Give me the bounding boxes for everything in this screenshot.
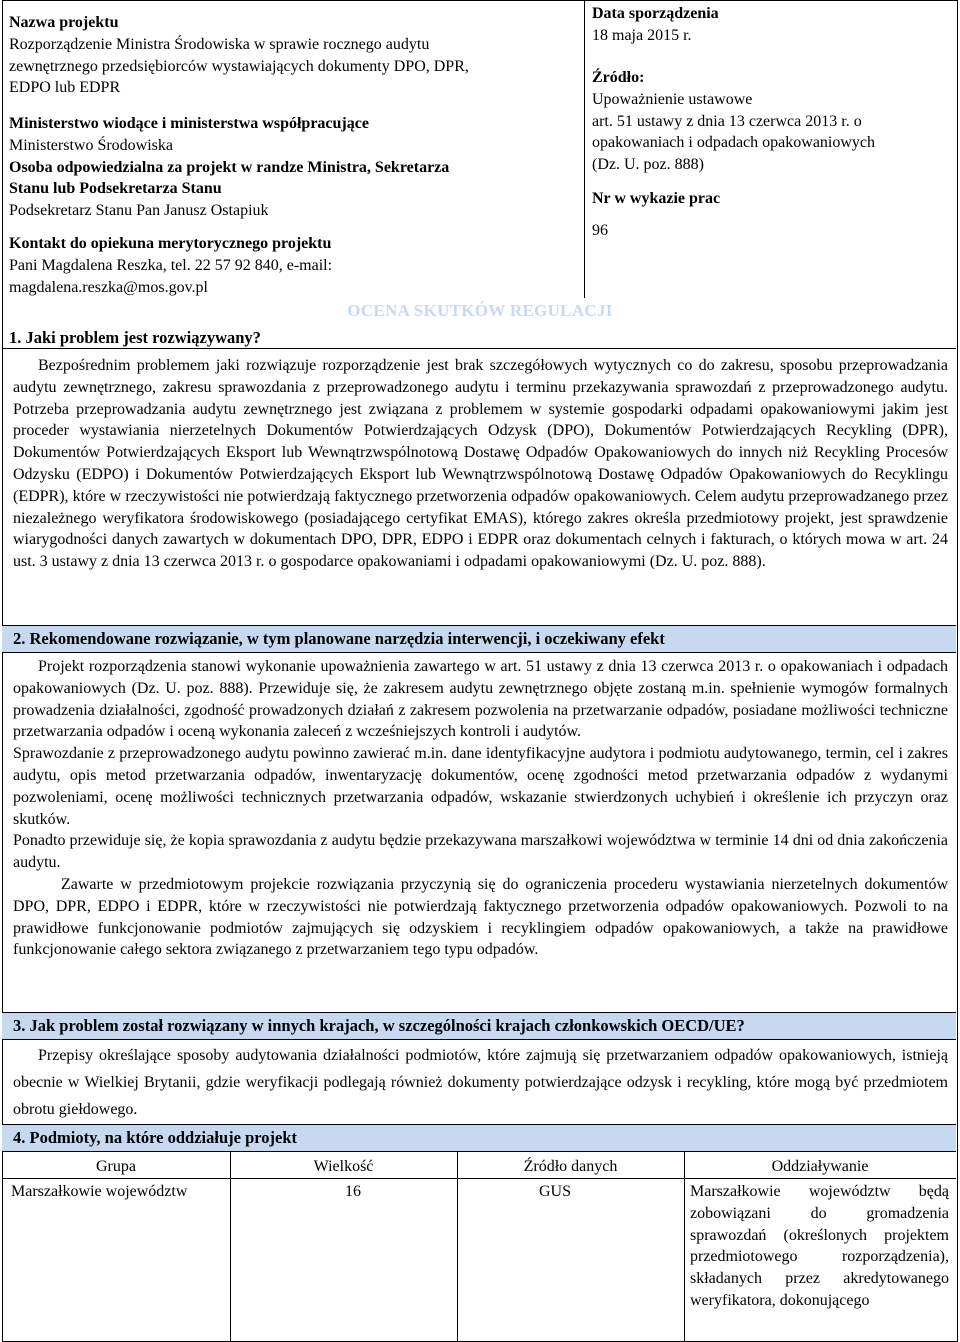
date-label: Data sporządzenia — [592, 5, 719, 22]
section-4-title: 4. Podmioty, na które oddziałuje projekt — [13, 1128, 298, 1147]
source-line-2: art. 51 ustawy z dnia 13 czerwca 2013 r. o — [592, 112, 862, 130]
responsible-value: Podsekretarz Stanu Pan Janusz Ostapiuk — [9, 202, 269, 220]
table-cell-size: 16 — [345, 1183, 361, 1200]
worklist-value: 96 — [592, 221, 608, 239]
header-divider — [584, 0, 585, 298]
contact-value-1: Pani Magdalena Reszka, tel. 22 57 92 840, e-mail: — [9, 256, 333, 274]
table-col-divider-2 — [457, 1152, 458, 1342]
project-name-label: Nazwa projektu — [9, 14, 119, 31]
section-2-paragraph-1: Projekt rozporządzenia stanowi wykonanie upoważnienia zawartego w art. 51 ustawy z dnia 13 czerwca 2013 r. o opakowaniach i odpadach opakowaniowych (Dz. U. poz. 888). Przewiduje się, że zakresem audytu zewnętrznego objęte zostaną m.in. spełnienie wymogów formalnych prowadzenia działalności, zgodność prowadzonych działań z zakresem pozwolenia na przetwarzanie odpadów, posiadane możliwości techniczne przetwarzania odpadów i oceną wykonania zaleceń z wcześniejszych kontroli i audytów. — [13, 658, 948, 741]
section-1-rule — [2, 348, 956, 349]
contact-block — [9, 233, 579, 298]
section-3-header — [2, 1012, 956, 1040]
section-2-title: 2. Rekomendowane rozwiązanie, w tym planowane narzędzia interwencji, i oczekiwany efekt — [13, 629, 665, 648]
section-3-text: Przepisy określające sposoby audytowania działalności podmiotów, które zajmują się przetwarzaniem odpadów opakowaniowych, istnieją obecnie w Wielkiej Brytanii, gdzie weryfikacji podlegają również dokumenty potwierdzające odzysk i recykling, które mogą być przedmiotem obrotu giełdowego. — [13, 1047, 948, 1118]
section-2-header — [2, 625, 956, 653]
source-label: Źródło: — [592, 69, 645, 86]
source-line-4: (Dz. U. poz. 888) — [592, 156, 704, 174]
table-cell-impact: Marszałkowie województw będą zobowiązani do gromadzenia sprawozdań (określonych projektem przedmiotowego rozporządzenia), składanych przez akredytowanego weryfikatora, dokonującego — [690, 1183, 949, 1309]
section-2-paragraph-4: Zawarte w przedmiotowym projekcie rozwiązania przyczynią się do ograniczenia procederu wystawiania nierzetelnych dokumentów DPO, DPR, EDPO i EDPR, które w rzeczywistości nie potwierdzają faktycznego przetworzenia odpadów opakowaniowych. Pozwoli to na prawidłowe funkcjonowanie podmiotów zajmujących się odzyskiem i recyklingiem odpadów opakowaniowych, a także na prawidłowe funkcjonowanie całego sektora związanego z przetwarzaniem tego typu odpadów. — [13, 875, 948, 959]
page — [2, 0, 958, 1335]
section-2-body — [13, 656, 948, 961]
table-col-divider-3 — [684, 1152, 685, 1342]
section-1-title: 1. Jaki problem jest rozwiązywany? — [9, 328, 261, 347]
contact-label: Kontakt do opiekuna merytorycznego projektu — [9, 235, 332, 252]
section-3-title: 3. Jak problem został rozwiązany w innych krajach, w szczególności krajach członkowskich OECD/UE? — [13, 1016, 745, 1035]
source-line-1: Upoważnienie ustawowe — [592, 90, 753, 108]
table-header-impact: Oddziaływanie — [771, 1158, 869, 1175]
table-header-group: Grupa — [96, 1158, 136, 1175]
ministry-value: Ministerstwo Środowiska — [9, 136, 173, 154]
ministry-block — [9, 113, 579, 222]
header-right — [592, 3, 952, 47]
date-value: 18 maja 2015 r. — [592, 26, 692, 44]
table-header-source: Źródło danych — [523, 1158, 618, 1175]
contact-email: magdalena.reszka@mos.gov.pl — [9, 278, 208, 296]
responsible-label-2: Stanu lub Podsekretarza Stanu — [9, 180, 222, 198]
worklist-label: Nr w wykazie prac — [592, 190, 721, 207]
project-name-line-2: zewnętrznego przedsiębiorców wystawiających dokumenty DPO, DPR, — [9, 57, 469, 75]
header-left — [9, 12, 579, 99]
table-cell-source: GUS — [539, 1183, 572, 1200]
responsible-label-1: Osoba odpowiedzialna za projekt w randze Ministra, Sekretarza — [9, 158, 450, 176]
table-cell-group: Marszałkowie województw — [11, 1183, 188, 1200]
project-name-line-3: EDPO lub EDPR — [9, 79, 121, 97]
table-header-rule — [2, 1178, 956, 1179]
section-4-header — [2, 1124, 956, 1152]
section-2-paragraph-2: Sprawozdanie z przeprowadzonego audytu powinno zawierać m.in. dane identyfikacyjne audytora i podmiotu audytowanego, termin, cel i zakres audytu, opis metod przetwarzania odpadów, inwentaryzację dokumentów, ocenę zgodności metod przetwarzania odpadów z wydanymi pozwoleniami, ocenę możliwości technicznych przetwarzania odpadów, wskazanie stwierdzonych uchybień i określenie ich przyczyn oraz skutków. — [13, 745, 948, 828]
project-name-line-1: Rozporządzenie Ministra Środowiska w sprawie rocznego audytu — [9, 35, 430, 53]
section-2-paragraph-3: Ponadto przewiduje się, że kopia sprawozdania z audytu będzie przekazywana marszałkowi województwa w terminie 14 dni od dnia zakończenia audytu. — [13, 832, 948, 872]
ministry-label: Ministerstwo wiodące i ministerstwa współpracujące — [9, 115, 369, 132]
source-line-3: opakowaniach i odpadach opakowaniowych — [592, 134, 876, 152]
worklist-block — [592, 188, 952, 242]
table-header-size: Wielkość — [313, 1158, 374, 1175]
source-block — [592, 67, 952, 176]
ocena-banner: OCENA SKUTKÓW REGULACJI — [347, 301, 613, 320]
table-col-divider-1 — [230, 1152, 231, 1342]
section-1-text: Bezpośrednim problemem jaki rozwiązuje rozporządzenie jest brak szczegółowych wytycznych co do zakresu, sposobu przeprowadzania audytu zewnętrznego, zakresu sprawozdania z przeprowadzonego audytu i terminu przekazywania sprawozdań z przeprowadzonego audytu. Potrzeba przeprowadzania audytu zewnętrznego jest związana z problemem w systemie gospodarki odpadami opakowaniowymi jakim jest proceder wystawiania nierzetelnych Dokumentów Potwierdzających Odzysk (DPO), Dokumentów Potwierdzających Recykling (DPR), Dokumentów Potwierdzających Eksport lub Wewnątrzwspólnotową Dostawę Odpadów Opakowaniowych do innych niż Recykling Procesów Odzysku (EDPO) i Dokumentów Potwierdzających Eksport lub Wewnątrzwspólnotową Dostawę Odpadów Opakowaniowych do Recyklingu (EDPR), które w rzeczywistości nie potwierdzają faktycznego przetworzenia odpadów opakowaniowych. Celem audytu przeprowadzanego przez niezależnego weryfikatora środowiskowego (posiadającego certyfikat EMAS), którego zakres określa przedmiotowy projekt, jest sprawdzenie wiarygodności danych zawartych w dokumentach DPO, DPR, EDPO i EDPR oraz dokumentach celnych i fakturach, o których mowa w art. 24 ust. 3 ustawy z dnia 13 czerwca 2013 r. o gospodarce opakowaniami i odpadami opakowaniowymi (Dz. U. poz. 888). — [13, 357, 948, 571]
